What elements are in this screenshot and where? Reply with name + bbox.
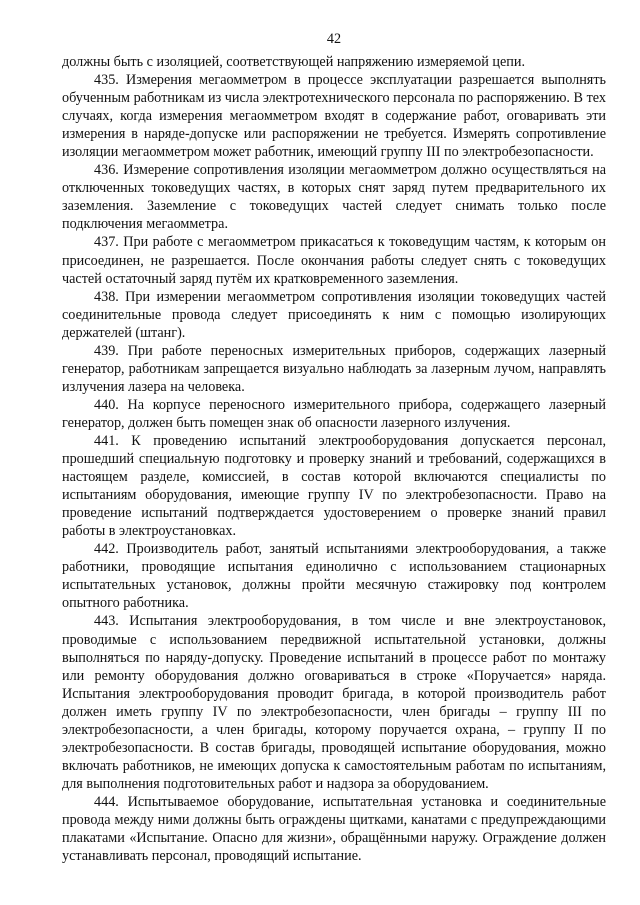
paragraph-438: 438. При измерении мегаомметром сопротивления изоляции токоведущих частей соединительные провода следует присоединять к ним с помощью изолирующих держателей (штанг). bbox=[62, 288, 606, 341]
document-page bbox=[62, 30, 606, 865]
paragraph-443: 443. Испытания электрооборудования, в том числе и вне электроустановок, проводимые с использованием передвижной испытательной установки, должны выполняться по наряду-допуску. Проведение испытаний в процессе работ по монтажу или ремонту оборудования должно оговариваться в строке «Поручается» наряда. Испытания электрооборудования проводит бригада, в которой производитель работ должен иметь группу IV по электробезопасности, член бригады – группу III по электробезопасности, а член бригады, которому поручается охрана, – группу II по электробезопасности. В состав бригады, проводящей испытание оборудования, можно включать работников, не имеющих допуска к самостоятельным работам по испытаниям, для выполнения подготовительных работ и надзора за оборудованием. bbox=[62, 613, 606, 792]
paragraph-436: 436. Измерение сопротивления изоляции мегаомметром должно осуществляться на отключенных токоведущих частях, в которых снят заряд путем предварительного их заземления. Заземление с токоведущих частей следует снимать только после подключения мегаомметра. bbox=[62, 162, 606, 233]
paragraph-435: 435. Измерения мегаомметром в процессе эксплуатации разрешается выполнять обученным работникам из числа электротехнического персонала по распоряжению. В тех случаях, когда измерения мегаомметром входят в содержание работ, оговаривать эти измерения в наряде-допуске или распоряжении не требуется. Измерять сопротивление изоляции мегаомметром может работник, имеющий группу III по электробезопасности. bbox=[62, 72, 606, 161]
paragraph-continuation: должны быть с изоляцией, соответствующей напряжению измеряемой цепи. bbox=[62, 54, 526, 70]
paragraph-440: 440. На корпусе переносного измерительного прибора, содержащего лазерный генератор, должен быть помещен знак об опасности лазерного излучения. bbox=[62, 396, 606, 431]
paragraph-437: 437. При работе с мегаомметром прикасаться к токоведущим частям, к которым он присоединен, не разрешается. После окончания работы следует снять с токоведущих частей остаточный заряд путём их кратковременного заземления. bbox=[62, 234, 606, 287]
paragraph-442: 442. Производитель работ, занятый испытаниями электрооборудования, а также работники, проводящие испытания единолично с использованием стационарных испытательных установок, должны пройти месячную стажировку под контролем опытного работника. bbox=[62, 541, 606, 612]
paragraph-439: 439. При работе переносных измерительных приборов, содержащих лазерный генератор, работникам запрещается визуально наблюдать за лазерным лучом, направлять излучения лазера на человека. bbox=[62, 342, 606, 395]
paragraph-441: 441. К проведению испытаний электрооборудования допускается персонал, прошедший специальную подготовку и проверку знаний и требований, содержащихся в настоящем разделе, комиссией, в состав которой включаются специалисты по испытаниям оборудования, имеющие группу IV по электробезопасности. Право на проведение испытаний подтверждается удостоверением о проверке знаний правил работы в электроустановках. bbox=[62, 432, 606, 540]
page-number: 42 bbox=[326, 31, 342, 47]
paragraph-444: 444. Испытываемое оборудование, испытательная установка и соединительные провода между ними должны быть ограждены щитками, канатами с предупреждающими плакатами «Испытание. Опасно для жизни», обращёнными наружу. Ограждение должен устанавливать персонал, проводящий испытание. bbox=[62, 793, 606, 865]
